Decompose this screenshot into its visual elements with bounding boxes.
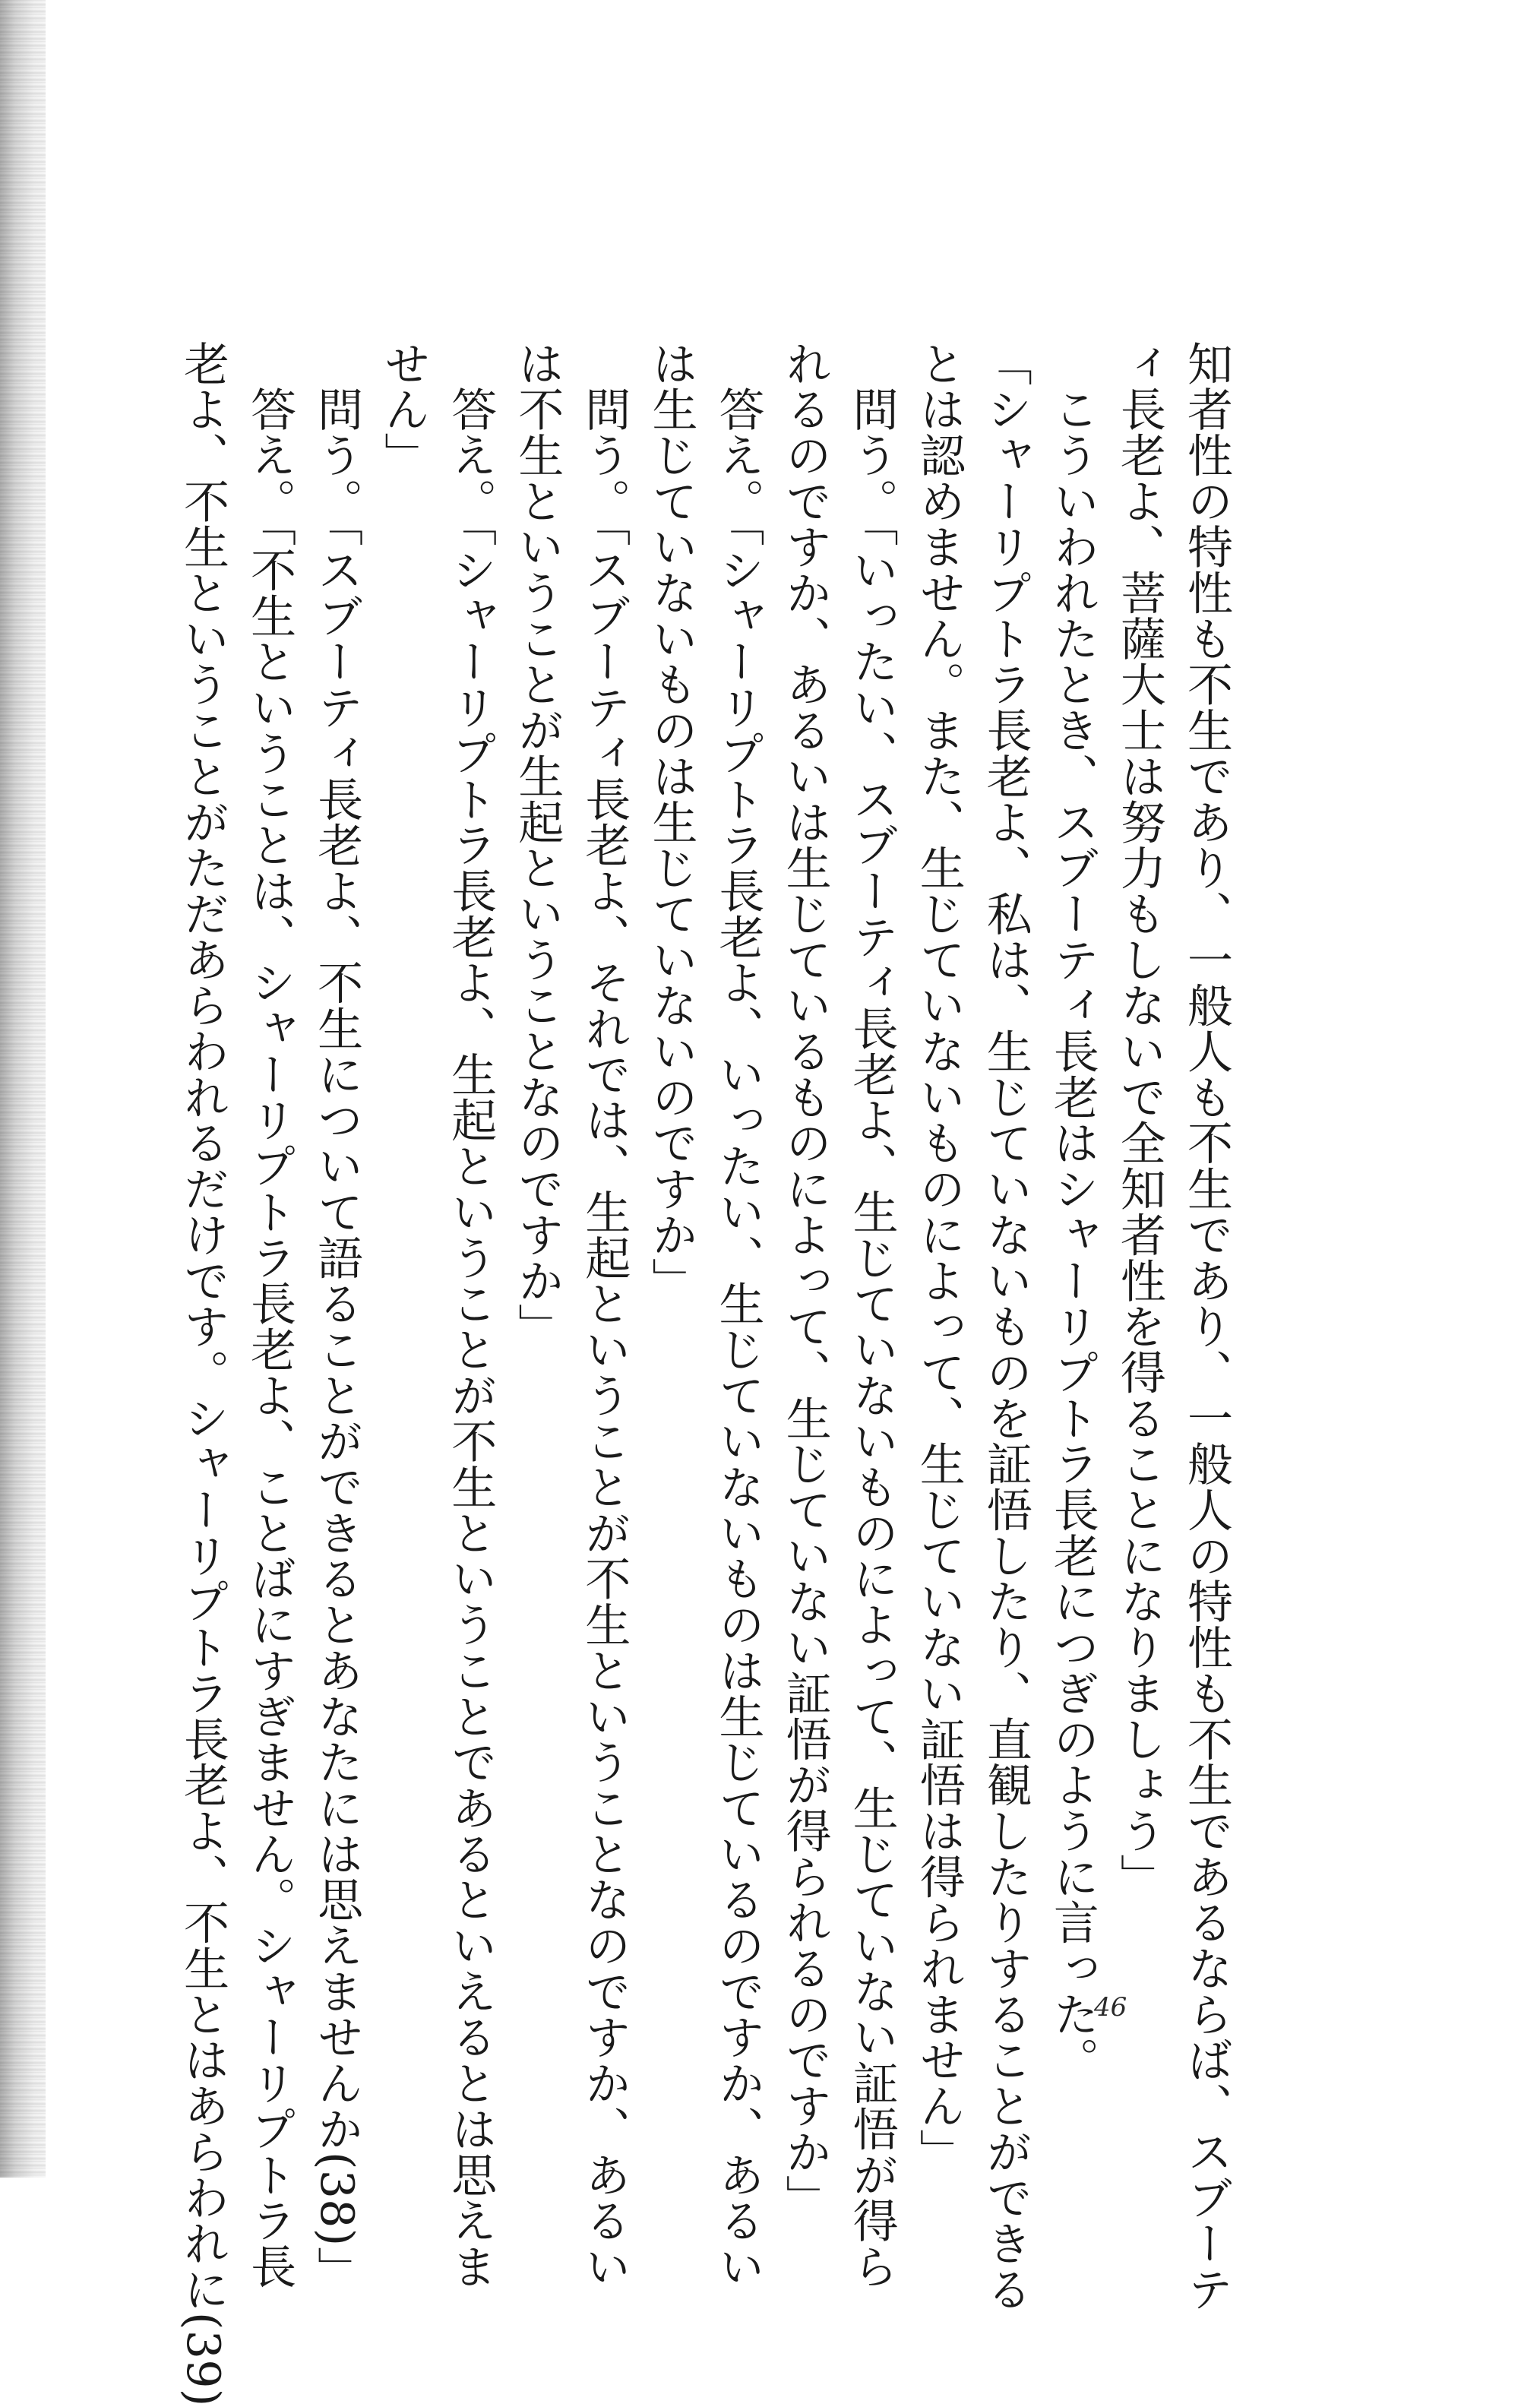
text-line: 答え。「シャーリプトラ長老よ、いったい、生じていないものは生じているのですか、あるい xyxy=(711,340,765,2290)
text-line: 老よ、不生ということがただあらわれるだけです。シャーリプトラ長老よ、不生とはあらわれに(39) xyxy=(176,340,229,2407)
text-line: 知者性の特性も不生であり、一般人も不生であり、一般人の特性も不生であるならば、スブーテ xyxy=(1179,340,1233,2313)
text-line: 問う。「スブーティ長老よ、不生について語ることができるとあなたには思えませんか(38)」 xyxy=(310,340,364,2292)
text-line: 答え。「不生ということは、シャーリプトラ長老よ、ことばにすぎません。シャーリプトラ長 xyxy=(243,340,297,2290)
text-line: 「シャーリプトラ長老よ、私は、生じていないものを証悟したり、直観したりすることができる xyxy=(979,340,1032,2313)
text-line: は生じていないものは生じていないのですか」 xyxy=(644,340,698,1304)
text-line: とは認めません。また、生じていないものによって、生じていない証悟は得られません」 xyxy=(912,340,966,2175)
scan-shadow-edge xyxy=(0,0,46,2178)
text-line: れるのですか、あるいは生じているものによって、生じていない証悟が得られるのですか」 xyxy=(778,340,832,2221)
text-line: せん」 xyxy=(377,340,431,479)
text-line: 答え。「シャーリプトラ長老よ、生起ということが不生ということであるといえるとは思えま xyxy=(444,340,498,2290)
text-line: ィ長老よ、菩薩大士は努力もしないで全知者性を得ることになりましょう」 xyxy=(1112,340,1166,1899)
text-line: 問う。「いったい、スブーティ長老よ、生じていないものによって、生じていない証悟が得ら xyxy=(845,340,899,2290)
text-line: 問う。「スブーティ長老よ、それでは、生起ということが不生ということなのですか、あるい xyxy=(577,340,631,2290)
page-number: 46 xyxy=(1094,1992,1127,2023)
text-line: こういわれたとき、スブーティ長老はシャーリプトラ長老につぎのように言った。 xyxy=(1045,340,1099,2083)
text-line: は不生ということが生起ということなのですか」 xyxy=(511,340,564,1349)
